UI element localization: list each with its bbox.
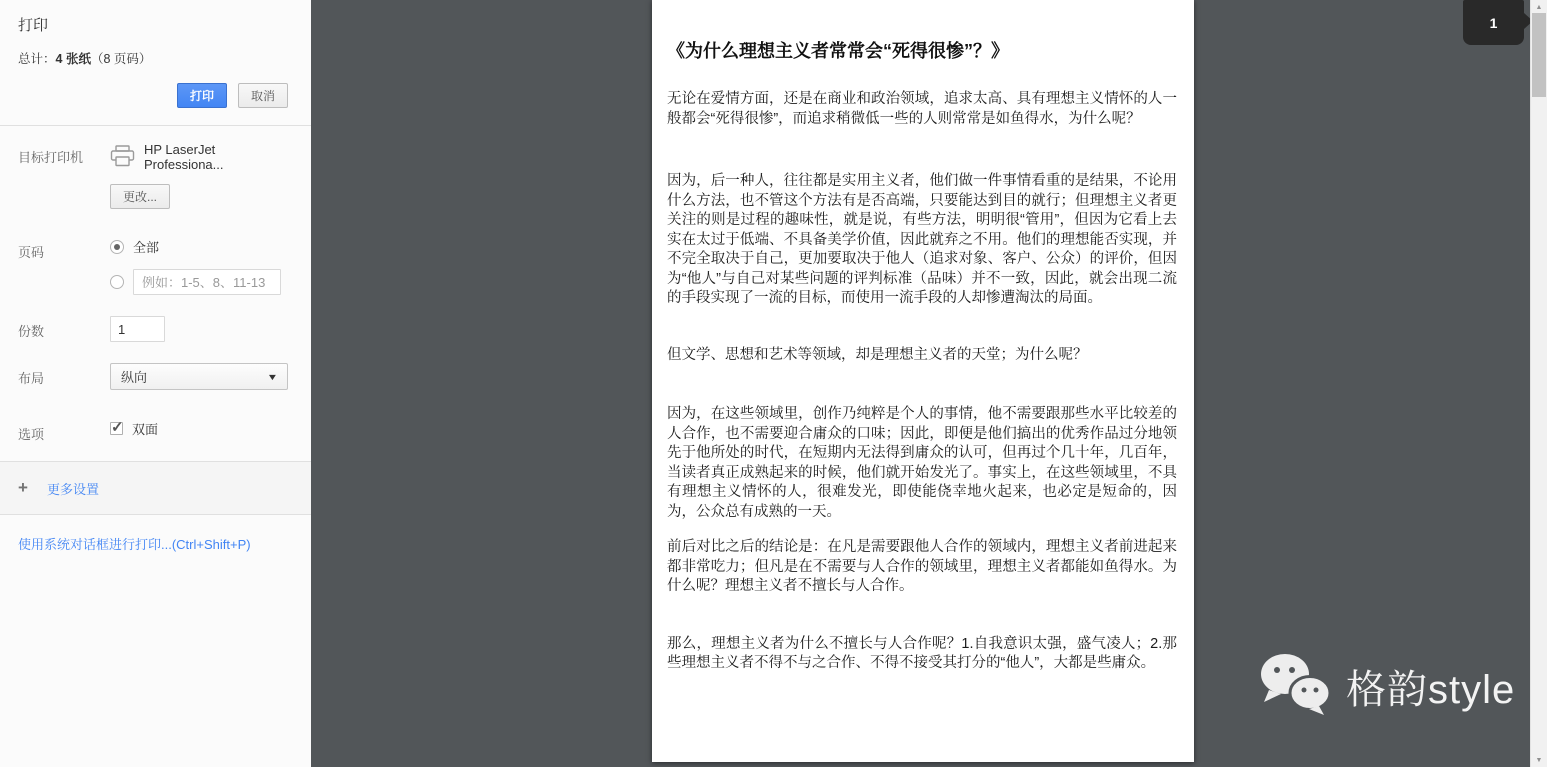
preview-scrollbar[interactable]	[1530, 0, 1547, 767]
document-paragraph: 无论在爱情方面，还是在商业和政治领域，追求太高、具有理想主义情怀的人一般都会“死得很惨”，而追求稍微低一些的人则常常是如鱼得水，为什么呢？	[667, 91, 1177, 127]
options-row	[18, 419, 288, 461]
more-settings-button[interactable]	[0, 462, 311, 514]
system-dialog-link[interactable]: 使用系统对话框进行打印...(Ctrl+Shift+P)	[18, 537, 251, 552]
check-icon: ✓	[111, 419, 124, 436]
scroll-up-icon[interactable]: ▲	[1535, 3, 1543, 11]
printer-icon	[110, 145, 135, 170]
layout-select[interactable]	[110, 363, 288, 390]
pages-all-radio[interactable]	[110, 240, 124, 254]
preview-page	[652, 0, 1194, 762]
document-paragraph: 前后对比之后的结论是：在凡是需要跟他人合作的领域内，理想主义者前进起来都非常吃力；但凡是在不需要与人合作的领域里，理想主义者都能如鱼得水。为什么呢？理想主义者不擅长与人合作。	[667, 539, 1177, 594]
chevron-down-icon: ▼	[266, 371, 279, 382]
duplex-checkbox[interactable]	[110, 419, 124, 436]
copies-input[interactable]	[110, 316, 165, 342]
pages-label: 页码	[18, 245, 45, 260]
copies-label: 份数	[18, 324, 45, 339]
document-paragraph: 但文学、思想和艺术等领域，却是理想主义者的天堂；为什么呢？	[667, 346, 1088, 363]
divider	[0, 125, 311, 126]
print-preview-area	[311, 0, 1530, 767]
pages-row	[18, 237, 288, 295]
scrollbar-thumb[interactable]	[1532, 13, 1546, 97]
plus-icon: +	[18, 478, 28, 497]
change-printer-button[interactable]: 更改...	[110, 184, 170, 209]
layout-selected-value: 纵向	[121, 370, 148, 385]
duplex-label: 双面	[132, 422, 159, 437]
document-paragraph: 因为，在这些领域里，创作乃纯粹是个人的事情，他不需要跟那些水平比较差的人合作，也不需要迎合庸众的口味；因此，即便是他们搞出的优秀作品过分地领先于他所处的时代，在短期内无法得到庸众的认可，但再过个几十年，几百年，当读者真正成熟起来的时候，他们就开始发光了。事实上，在这些领域里，不具有理想主义情怀的人，很难发光，即使能侥幸地火起来，也必定是短命的，因为，公众总有成熟的一天。	[667, 406, 1177, 520]
wechat-icon	[1259, 652, 1333, 721]
print-settings-sidebar	[0, 0, 311, 767]
print-button[interactable]: 打印	[177, 83, 227, 108]
dialog-title: 打印	[18, 17, 49, 34]
pages-range-input[interactable]	[133, 269, 281, 295]
options-label: 选项	[18, 427, 45, 442]
summary-prefix: 总计：	[18, 52, 56, 66]
layout-row	[18, 363, 288, 390]
watermark	[1259, 652, 1515, 721]
destination-row	[18, 142, 288, 209]
summary-pages: （8 页码）	[90, 52, 152, 66]
pages-range-radio[interactable]	[110, 275, 124, 289]
pages-all-label: 全部	[133, 240, 160, 255]
copies-row	[18, 316, 288, 342]
printer-name: HP LaserJet Professiona...	[144, 142, 224, 172]
summary-sheets: 4 张纸	[55, 52, 91, 66]
document-paragraph: 因为，后一种人，往往都是实用主义者，他们做一件事情看重的是结果，不论用什么方法，也不管这个方法有是否高端，只要能达到目的就行；但理想主义者更关注的则是过程的趣味性，就是说，有些方法，明明很“管用”，但因为它看上去实在太过于低端、不具备美学价值，因此就弃之不用。他们的理想能否实现，并不完全取决于自己，更加要取决于他人（追求对象、客户、公众）的评价，但因为“他人”与自己对某些问题的评判标准（品味）并不一致，因此，就会出现二流的手段实现了一流的目标，而使用一流手段的人却惨遭淘汰的局面。	[667, 173, 1177, 306]
divider	[0, 514, 311, 515]
more-settings-label: 更多设置	[47, 481, 100, 497]
scroll-down-icon[interactable]: ▼	[1535, 756, 1543, 764]
document-title: 《为什么理想主义者常常会“死得很惨”？》	[667, 41, 1009, 61]
cancel-button[interactable]: 取消	[238, 83, 288, 108]
print-summary	[18, 49, 288, 67]
destination-label: 目标打印机	[18, 150, 84, 165]
layout-label: 布局	[18, 371, 45, 386]
watermark-text: 格韵style	[1346, 668, 1516, 712]
page-number-badge: 1	[1463, 0, 1524, 45]
document-paragraph: 那么，理想主义者为什么不擅长与人合作呢？1.自我意识太强，盛气凌人；2.那些理想主义者不得不与之合作、不得不接受其打分的“他人”，大都是些庸众。	[667, 635, 1177, 671]
